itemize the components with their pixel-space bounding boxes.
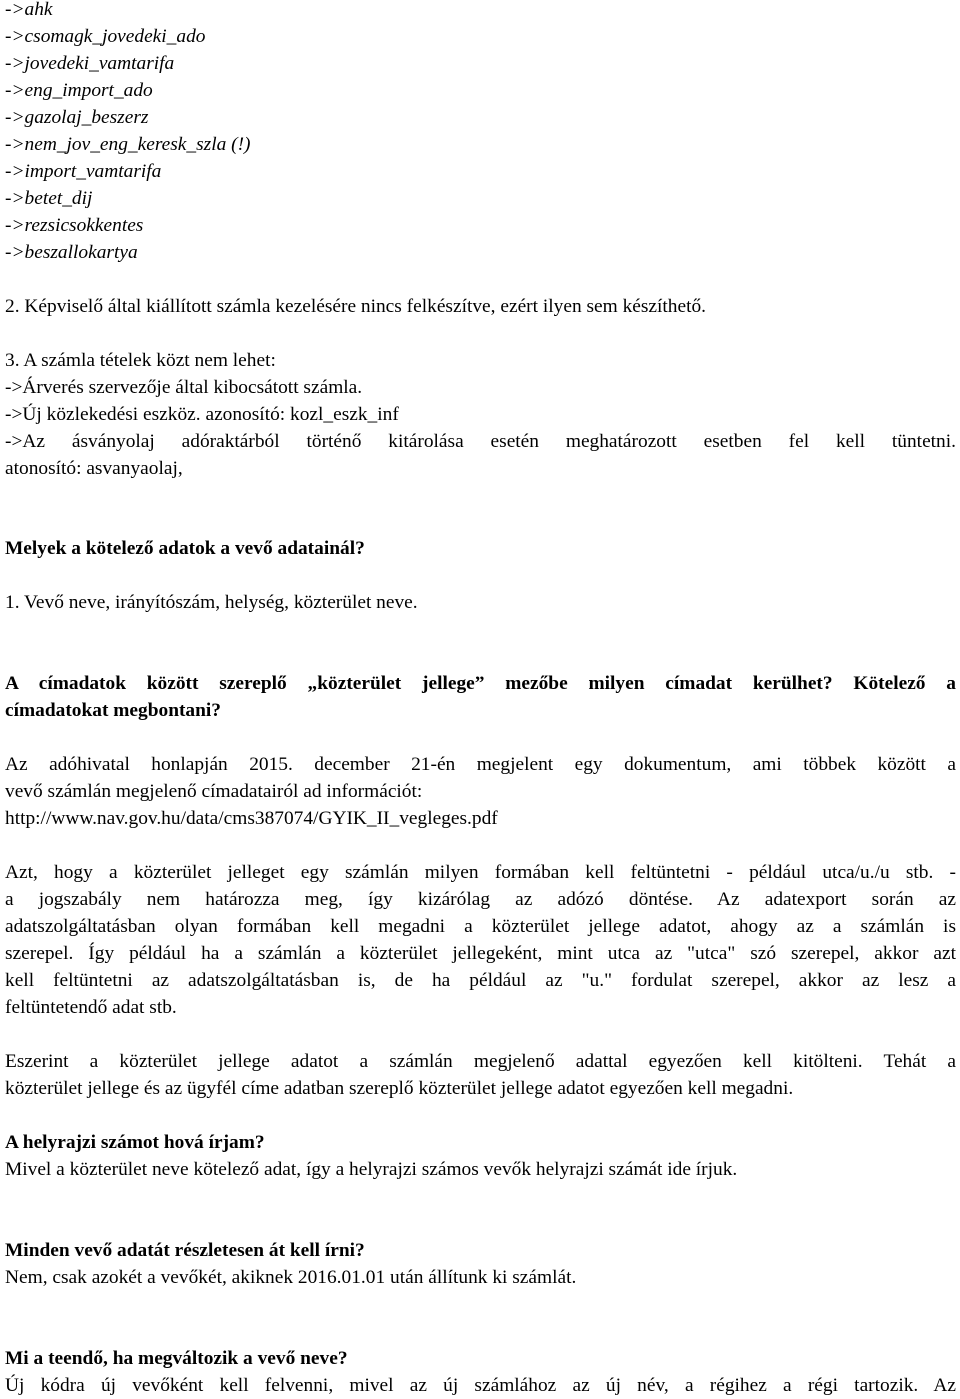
question-heading: Melyek a kötelező adatok a vevő adatainál? [5,538,365,559]
list-item: ->eng_import_ado [5,80,153,101]
question-heading: címadatokat megbontani? [5,700,221,721]
question-heading: A helyrajzi számot hová írjam? [5,1132,265,1153]
paragraph-line: Azt, hogy a közterület jelleget egy számlán milyen formában kell feltüntetni - például utca/u./u stb. - [5,862,956,883]
paragraph-line: közterület jellege és az ügyfél címe adatban szereplő közterület jellege adatot egyezően kell megadni. [5,1078,794,1099]
list-item: ->betet_dij [5,188,93,209]
list-item: ->gazolaj_beszerz [5,107,149,128]
list-item: ->beszallokartya [5,242,138,263]
question-heading: Mi a teendő, ha megváltozik a vevő neve? [5,1348,348,1369]
list-item: ->import_vamtarifa [5,161,162,182]
list-item: ->ahk [5,0,53,20]
point-2: 2. Képviselő által kiállított számla kezelésére nincs felkészítve, ezért ilyen sem készíthető. [5,296,707,317]
point-3-line: atonosító: asvanyaolaj, [5,458,183,479]
paragraph-line: a jogszabály nem határozza meg, így kizárólag az adózó döntése. Az adatexport során az [5,889,956,910]
point-3-line: ->Árverés szervezője által kibocsátott számla. [5,377,363,398]
question-heading: Minden vevő adatát részletesen át kell írni? [5,1240,365,1261]
paragraph-line: vevő számlán megjelenő címadatairól ad információt: [5,781,423,802]
question-heading: A címadatok között szereplő „közterület jellege” mezőbe milyen címadat kerülhet? Kötelező a [5,673,956,694]
paragraph-line: kell feltüntetni az adatszolgáltatásban is, de ha például az "u." fordulat szerepel, akkor az lesz a [5,970,956,991]
answer-text: Új kódra új vevőként kell felvenni, mivel az új számlához az új név, a régihez a régi tartozik. Az [5,1375,956,1396]
point-3-line: ->Új közlekedési eszköz. azonosító: kozl_eszk_inf [5,404,399,425]
answer-text: Mivel a közterület neve kötelező adat, így a helyrajzi számos vevők helyrajzi számát ide írjuk. [5,1159,738,1180]
answer-text: Nem, csak azokét a vevőkét, akiknek 2016.01.01 után állítunk ki számlát. [5,1267,577,1288]
paragraph-line: adatszolgáltatásban olyan formában kell megadni a közterület jellege adatot, ahogy az a számlán is [5,916,956,937]
list-item: ->csomagk_jovedeki_ado [5,26,206,47]
list-item: ->rezsicsokkentes [5,215,144,236]
paragraph-line: szerepel. Így például ha a számlán a közterület jellegeként, mint utca az "utca" szó szerepel, akkor azt [5,943,956,964]
answer-text: 1. Vevő neve, irányítószám, helység, közterület neve. [5,592,418,613]
list-item: ->jovedeki_vamtarifa [5,53,175,74]
paragraph-line: Az adóhivatal honlapján 2015. december 21-én megjelent egy dokumentum, ami többek között a [5,754,956,775]
document-link[interactable]: http://www.nav.gov.hu/data/cms387074/GYIK_II_vegleges.pdf [5,808,498,829]
list-item: ->nem_jov_eng_keresk_szla (!) [5,134,251,155]
point-3-title: 3. A számla tételek közt nem lehet: [5,350,276,371]
paragraph-line: Eszerint a közterület jellege adatot a számlán megjelenő adattal egyezően kell kitölteni. Tehát a [5,1051,956,1072]
point-3-line: ->Az ásványolaj adóraktárból történő kitárolása esetén meghatározott esetben fel kell tüntetni. [5,431,956,452]
paragraph-line: feltüntetendő adat stb. [5,997,177,1018]
